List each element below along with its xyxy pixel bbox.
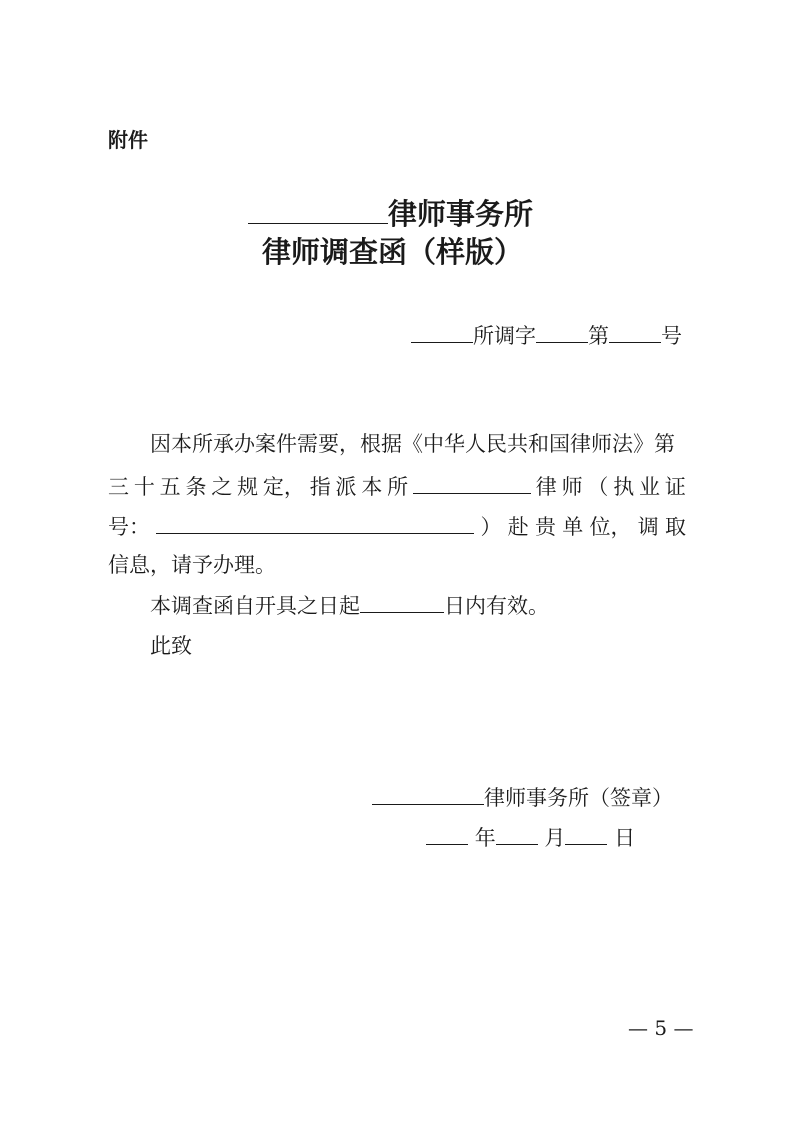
text-char: 调	[637, 515, 659, 539]
body-paragraph-line-1: 因本所承办案件需要，根据《中华人民共和国律师法》第	[150, 432, 675, 456]
validity-text-after: 日内有效。	[444, 594, 549, 618]
text-char: 之	[211, 475, 233, 499]
text-char: （	[587, 475, 609, 499]
year-blank[interactable]	[426, 824, 468, 845]
reference-di: 第	[588, 324, 609, 348]
validity-text-before: 本调查函自开具之日起	[150, 594, 360, 618]
text-char: 师	[561, 475, 583, 499]
text-char: 条	[185, 475, 207, 499]
text-char: 指	[309, 475, 331, 499]
validity-line	[150, 590, 549, 620]
closing-salutation: 此致	[150, 634, 192, 658]
text-char: 位，	[589, 515, 632, 539]
text-char: 十	[133, 475, 155, 499]
lawyer-name-blank[interactable]	[413, 473, 531, 494]
page-number: — 5 —	[628, 1016, 694, 1040]
text-char: 五	[159, 475, 181, 499]
text-char: 执	[613, 475, 635, 499]
signature-line	[372, 782, 673, 812]
title-line-2: 律师调查函（样版）	[262, 235, 524, 269]
text-char: 定，	[262, 475, 305, 499]
text-char: 贵	[535, 515, 556, 539]
text-char: ）	[480, 515, 502, 539]
text-char: 所	[387, 475, 409, 499]
text-char: 取	[665, 515, 686, 539]
body-paragraph-line-3	[108, 511, 686, 541]
body-paragraph-line-2	[108, 471, 686, 501]
title-firm-suffix: 律师事务所	[388, 197, 534, 231]
day-blank[interactable]	[565, 824, 607, 845]
validity-days-blank[interactable]	[360, 592, 444, 613]
date-line	[426, 822, 635, 852]
text-char: 律	[535, 475, 557, 499]
month-blank[interactable]	[496, 824, 538, 845]
reference-suodiaozi: 所调字	[473, 324, 536, 348]
reference-prefix-blank[interactable]	[411, 322, 473, 343]
text-char: 单	[562, 515, 584, 539]
signature-firm-label: 律师事务所（签章）	[484, 786, 673, 810]
text-char: 本	[361, 475, 383, 499]
reference-number-line	[411, 320, 682, 350]
reference-hao: 号	[661, 324, 682, 348]
attachment-label: 附件	[108, 128, 148, 152]
text-char: 证	[664, 475, 686, 499]
reference-year-blank[interactable]	[536, 322, 588, 343]
body-paragraph-line-4: 信息，请予办理。	[108, 553, 276, 577]
text-char: 业	[639, 475, 660, 499]
text-char: 规	[237, 475, 259, 499]
year-label: 年	[474, 826, 496, 850]
text-char: 赴	[507, 515, 529, 539]
text-char: 三	[108, 475, 129, 499]
license-number-blank[interactable]	[156, 513, 474, 534]
reference-number-blank[interactable]	[609, 322, 661, 343]
day-label: 日	[614, 826, 636, 850]
month-label: 月	[544, 826, 566, 850]
title-line-1	[248, 192, 533, 233]
firm-name-blank[interactable]	[248, 195, 388, 224]
text-char: 号：	[108, 515, 150, 539]
signature-firm-blank[interactable]	[372, 784, 484, 805]
text-char: 派	[335, 475, 357, 499]
